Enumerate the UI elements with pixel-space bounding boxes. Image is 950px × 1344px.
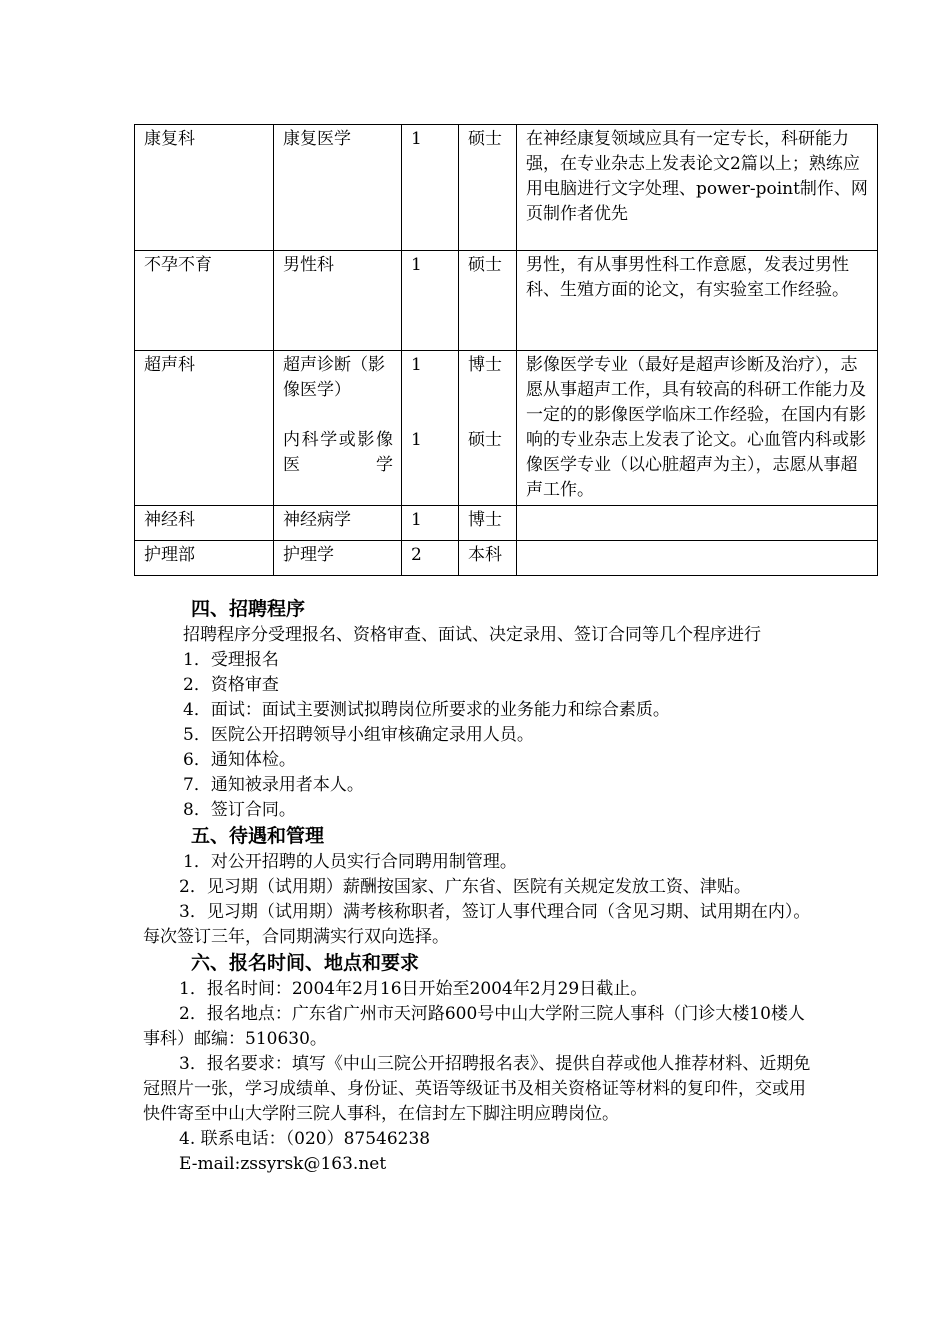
count-line-1: 1 xyxy=(411,355,422,375)
requirement-cell xyxy=(517,506,878,541)
table-row xyxy=(135,541,878,576)
dept-cell: 神经科 xyxy=(135,506,274,541)
dept-cell: 护理部 xyxy=(135,541,274,576)
count-cell: 1 xyxy=(402,251,459,351)
major-cell: 康复医学 xyxy=(274,125,402,251)
table-row xyxy=(135,351,878,506)
list-item: 8．签订合同。 xyxy=(183,800,296,820)
list-item: 6．通知体检。 xyxy=(183,750,296,770)
dept-cell: 康复科 xyxy=(135,125,274,251)
requirement-cell: 在神经康复领域应具有一定专长，科研能力强，在专业杂志上发表论文2篇以上；熟练应用电脑进行文字处理、power-point制作、网页制作者优先 xyxy=(517,125,878,251)
count-line-2: 1 xyxy=(411,430,422,450)
table-row xyxy=(135,506,878,541)
count-cell: 1 xyxy=(402,125,459,251)
degree-cell xyxy=(459,351,517,506)
dept-cell: 不孕不育 xyxy=(135,251,274,351)
major-cell: 男性科 xyxy=(274,251,402,351)
requirement-text-1: 影像医学专业（最好是超声诊断及治疗），志愿从事超声工作，具有较高的科研工作能力及一定的的影像医学临床工作经验，在国内有影响的专业杂志上发表了论文。 xyxy=(526,355,866,450)
section-heading-benefits: 五、待遇和管理 xyxy=(191,825,325,847)
list-item: 7．通知被录用者本人。 xyxy=(183,775,364,795)
list-item: 1．受理报名 xyxy=(183,650,279,670)
degree-line-1: 博士 xyxy=(468,355,502,375)
list-item: 2．资格审查 xyxy=(183,675,279,695)
degree-cell: 博士 xyxy=(459,506,517,541)
recruitment-table xyxy=(134,124,878,576)
list-item: 2．见习期（试用期）薪酬按国家、广东省、医院有关规定发放工资、津贴。 xyxy=(179,877,751,897)
procedure-intro: 招聘程序分受理报名、资格审查、面试、决定录用、签订合同等几个程序进行 xyxy=(183,625,761,645)
count-cell xyxy=(402,351,459,506)
table-row xyxy=(135,251,878,351)
requirement-cell xyxy=(517,541,878,576)
list-item: 1．对公开招聘的人员实行合同聘用制管理。 xyxy=(183,852,517,872)
major-line-1: 超声诊断（影像医学） xyxy=(283,355,385,400)
requirement-cell xyxy=(517,351,878,506)
list-item: 4．面试：面试主要测试拟聘岗位所要求的业务能力和综合素质。 xyxy=(183,700,670,720)
degree-cell: 硕士 xyxy=(459,251,517,351)
major-cell: 神经病学 xyxy=(274,506,402,541)
list-item: 1．报名时间：2004年2月16日开始至2004年2月29日截止。 xyxy=(179,979,648,999)
degree-line-2: 硕士 xyxy=(468,430,502,450)
body-sections xyxy=(143,596,813,1177)
table-row xyxy=(135,125,878,251)
count-cell: 2 xyxy=(402,541,459,576)
section-heading-registration: 六、报名时间、地点和要求 xyxy=(191,952,420,974)
major-line-2: 内科学或影像医学 xyxy=(283,430,393,475)
section-heading-procedure: 四、招聘程序 xyxy=(191,598,306,620)
degree-cell: 本科 xyxy=(459,541,517,576)
major-cell: 护理学 xyxy=(274,541,402,576)
requirement-cell: 男性，有从事男性科工作意愿，发表过男性科、生殖方面的论文，有实验室工作经验。 xyxy=(517,251,878,351)
list-item: 3．见习期（试用期）满考核称职者，签订人事代理合同（含见习期、试用期在内）。每次签订三年，合同期满实行双向选择。 xyxy=(143,902,811,947)
list-item: 3．报名要求：填写《中山三院公开招聘报名表》、提供自荐或他人推荐材料、近期免冠照片一张，学习成绩单、身份证、英语等级证书及相关资格证等材料的复印件，交或用快件寄至中山大学附三院人事科，在信封左下脚注明应聘岗位。 xyxy=(143,1054,811,1124)
list-item: 5．医院公开招聘领导小组审核确定录用人员。 xyxy=(183,725,534,745)
degree-cell: 硕士 xyxy=(459,125,517,251)
list-item: 2．报名地点：广东省广州市天河路600号中山大学附三院人事科（门诊大楼10楼人事科）邮编：510630。 xyxy=(143,1004,805,1049)
dept-cell: 超声科 xyxy=(135,351,274,506)
major-cell xyxy=(274,351,402,506)
contact-phone: 4. 联系电话：（020）87546238 xyxy=(179,1129,431,1149)
contact-email: E-mail:zssyrsk@163.net xyxy=(179,1154,387,1174)
requirement-text-2: 心血管内科或影像医学专业（以心脏超声为主），志愿从事超声工作。 xyxy=(526,430,866,500)
count-cell: 1 xyxy=(402,506,459,541)
